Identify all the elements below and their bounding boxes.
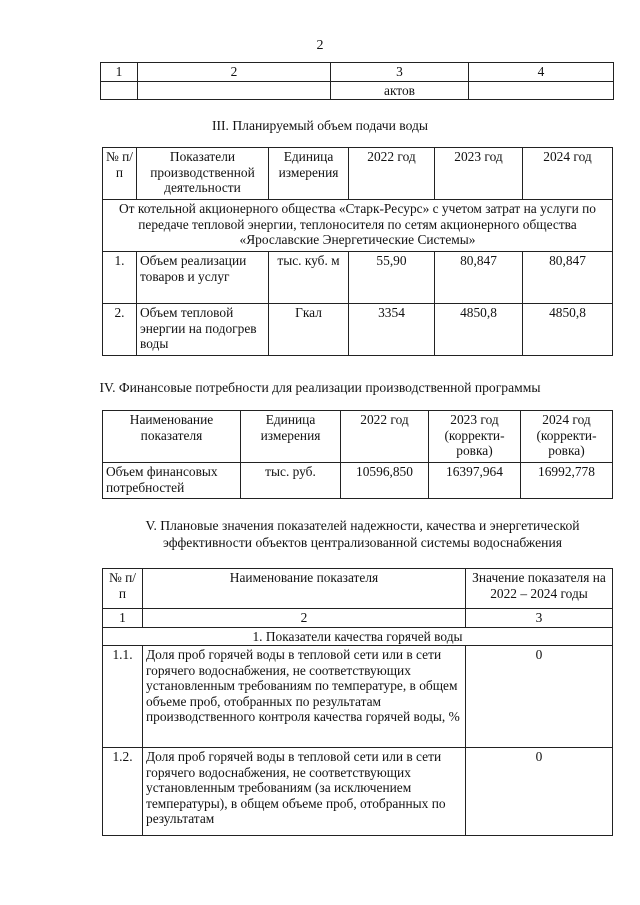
row-num: 1.1. (103, 646, 143, 748)
group-row (103, 627, 613, 646)
col-number: 1 (103, 609, 143, 628)
col-number: 2 (138, 63, 331, 82)
header-num: № п/п (103, 569, 143, 609)
row-2024: 4850,8 (523, 304, 613, 356)
header-2023: 2023 год (435, 148, 523, 200)
row-num: 2. (103, 304, 137, 356)
col-number: 3 (331, 63, 469, 82)
header-unit: Единица измерения (241, 411, 341, 463)
row-value: 0 (466, 748, 613, 836)
header-2022: 2022 год (341, 411, 429, 463)
span-row (103, 200, 613, 252)
row-num: 1. (103, 252, 137, 304)
row-value: 0 (466, 646, 613, 748)
section3-table (102, 147, 613, 356)
table-header-row (103, 411, 613, 463)
row-2024: 16992,778 (521, 463, 613, 499)
top-continuation-table (100, 62, 614, 100)
row-2022: 55,90 (349, 252, 435, 304)
row-2023: 80,847 (435, 252, 523, 304)
supplier-description: От котельной акционерного общества «Старк-Ресурс» с учетом затрат на услуги по передаче тепловой энергии, теплоносителя по сетям акционерного общества «Ярославские Энергетические Системы» (103, 200, 613, 252)
row-2022: 3354 (349, 304, 435, 356)
section5-table (102, 568, 613, 836)
section4-table (102, 410, 613, 499)
row-2023: 4850,8 (435, 304, 523, 356)
table-row (103, 304, 613, 356)
table-row (101, 81, 614, 100)
row-2022: 10596,850 (341, 463, 429, 499)
header-indicator: Наименование показателя (143, 569, 466, 609)
table-row (101, 63, 614, 82)
header-2022: 2022 год (349, 148, 435, 200)
table-cell: актов (331, 81, 469, 100)
row-2023: 16397,964 (429, 463, 521, 499)
col-number-row (103, 609, 613, 628)
table-row (103, 646, 613, 748)
header-unit: Единица измерения (269, 148, 349, 200)
section3-title: III. Планируемый объем подачи воды (211, 118, 429, 133)
col-number: 2 (143, 609, 466, 628)
header-indicator: Показатели производственной деятельности (137, 148, 269, 200)
row-name: Объем тепловой энергии на подогрев воды (137, 304, 269, 356)
row-name: Объем финансовых потребностей (103, 463, 241, 499)
col-number: 1 (101, 63, 138, 82)
row-2024: 80,847 (523, 252, 613, 304)
section4-title: IV. Финансовые потребности для реализации производственной программы (99, 380, 541, 395)
section5-title: V. Плановые значения показателей надежности, качества и энергетической эффективности объектов централизованной системы водоснабжения (145, 518, 580, 550)
header-2024: 2024 год (корректи-ровка) (521, 411, 613, 463)
table-row (103, 252, 613, 304)
col-number: 3 (466, 609, 613, 628)
col-number: 4 (469, 63, 614, 82)
row-unit: тыс. руб. (241, 463, 341, 499)
table-header-row (103, 569, 613, 609)
header-2023: 2023 год (корректи-ровка) (429, 411, 521, 463)
row-unit: Гкал (269, 304, 349, 356)
table-row (103, 748, 613, 836)
row-num: 1.2. (103, 748, 143, 836)
table-cell (101, 81, 138, 100)
table-row (103, 463, 613, 499)
header-value: Значение показателя на 2022 – 2024 годы (466, 569, 613, 609)
page-number: 2 (316, 38, 324, 53)
table-cell (138, 81, 331, 100)
row-unit: тыс. куб. м (269, 252, 349, 304)
row-name: Доля проб горячей воды в тепловой сети или в сети горячего водоснабжения, не соответствующих установленным требованиям (за исключением температуры), в общем объеме проб, отобранных по результатам (143, 748, 466, 836)
header-2024: 2024 год (523, 148, 613, 200)
group-title: 1. Показатели качества горячей воды (103, 627, 613, 646)
row-name: Доля проб горячей воды в тепловой сети или в сети горячего водоснабжения, не соответствующих установленным требованиям по температуре, в общем объеме проб, отобранных по результатам производственного контроля качества горячей воды, % (143, 646, 466, 748)
row-name: Объем реализации товаров и услуг (137, 252, 269, 304)
header-num: № п/п (103, 148, 137, 200)
table-cell (469, 81, 614, 100)
table-header-row (103, 148, 613, 200)
header-indicator: Наименование показателя (103, 411, 241, 463)
